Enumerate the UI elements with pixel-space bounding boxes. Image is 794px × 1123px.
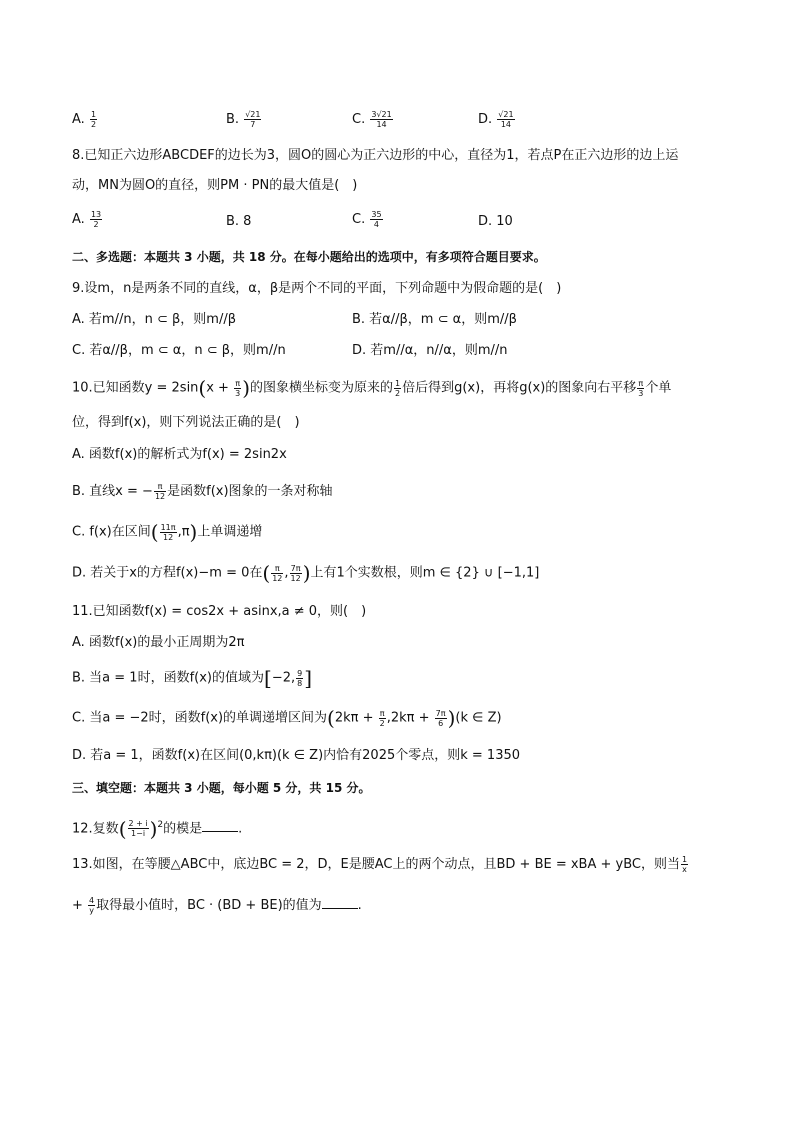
fraction: $\frac{\pi}{3}$ (235, 378, 241, 398)
fraction: $\frac{1}{x}$ (682, 855, 688, 874)
q7-option-b (226, 110, 262, 130)
q9-option-a: A. 若m//n，n ⊂ β，则m//β (72, 312, 237, 327)
q7-option-c (352, 110, 394, 130)
q11-stem: 11.已知函数f(x) = cos2x + asinx,a ≠ 0，则( ) (72, 604, 367, 619)
fraction: $\frac{13}{2}$ (90, 210, 102, 229)
q8-stem-line1: 8.已知正六边形ABCDEF的边长为3，圆O的圆心为正六边形的中心，直径为1，若点P在正六边形的边上运 (72, 148, 679, 163)
option-label: C. (352, 112, 366, 127)
q13-stem-line2: + $\frac{4}{y}$ 取得最小值时，BC · (BD + BE)的值为 . (72, 896, 362, 915)
q13-stem-line1: 13.如图，在等腰△ABC中，底边BC = 2，D，E是腰AC上的两个动点，且BD + BE = xBA + yBC，则当 $\frac{1}{x}$ (72, 855, 688, 874)
q11-option-a: A. 函数f(x)的最小正周期为2π (72, 635, 245, 650)
q8-option-c: C. $\frac{35}{4}$ (352, 210, 382, 229)
q9-stem: 9.设m，n是两条不同的直线，α，β是两个不同的平面，下列命题中为假命题的是( ) (72, 281, 562, 296)
option-label: D. (478, 112, 493, 127)
q11-option-b: B. 当a = 1时，函数f(x)的值域为[−2, $\frac{9}{8}$ ] (72, 666, 313, 690)
fraction: $\frac{3√21}{14}$ (371, 110, 392, 129)
fraction: $\frac{\pi}{12}$ (154, 482, 166, 501)
fraction: $\frac{4}{y}$ (89, 896, 95, 915)
fraction: $\frac{7\pi}{12}$ (290, 563, 301, 583)
fraction: $\frac{9}{8}$ (297, 668, 303, 688)
option-label: B. (226, 112, 240, 127)
q11-option-d: D. 若a = 1，函数f(x)在区间(0,kπ)(k ∈ Z)内恰有2025个零点，则k = 1350 (72, 748, 521, 763)
answer-blank[interactable] (322, 896, 358, 909)
fraction: $\frac{√21}{14}$ (498, 110, 514, 129)
fraction: $\frac{\pi}{2}$ (379, 708, 385, 728)
fraction: $\frac{11\pi}{12}$ (160, 522, 176, 542)
q8-option-a: A. $\frac{13}{2}$ (72, 210, 102, 229)
fraction: $\frac{2 + i}{1-i}$ (128, 819, 148, 839)
q8-option-d: D. 10 (478, 214, 513, 229)
q8-stem-line2: 动，MN为圆O的直径，则PM · PN的最大值是( ) (72, 178, 358, 193)
fraction: $\frac{√21}{7}$ (245, 110, 261, 129)
q10-option-c: C. f(x)在区间( $\frac{11\pi}{12}$ ,π)上单调递增 (72, 520, 263, 544)
q12-stem: 12.复数( $\frac{2 + i}{1-i}$ )$^2$的模是 . (72, 816, 243, 841)
fraction: $\frac{\pi}{12}$ (272, 563, 283, 583)
q10-stem-line1: 10.已知函数y = 2sin(x + $\frac{\pi}{3}$ )的图象横坐标变为原来的 $\frac{1}{2}$ 倍后得到g(x)，再将g(x)的图象向右平移 $\frac{\pi}{3}$ 个单 (72, 376, 672, 400)
fraction: $\frac{7\pi}{6}$ (435, 708, 446, 728)
answer-blank[interactable] (202, 819, 238, 832)
q7-option-d (478, 110, 516, 130)
q7-option-a (72, 110, 98, 130)
q8-option-b: B. 8 (226, 214, 252, 229)
fraction: $\frac{\pi}{3}$ (638, 378, 644, 398)
q10-stem-line2: 位，得到f(x)，则下列说法正确的是( ) (72, 415, 300, 430)
q9-option-c: C. 若α//β，m ⊂ α，n ⊂ β，则m//n (72, 343, 286, 358)
option-label: A. (72, 112, 85, 127)
section-heading-fill-in: 三、填空题：本题共 3 小题，每小题 5 分，共 15 分。 (72, 781, 371, 795)
fraction: $\frac{35}{4}$ (371, 210, 382, 229)
fraction: $\frac{1}{2}$ (90, 110, 97, 129)
q9-option-d: D. 若m//α，n//α，则m//n (352, 343, 508, 358)
section-heading-multiple-choice: 二、多选题：本题共 3 小题，共 18 分。在每小题给出的选项中，有多项符合题目要求。 (72, 250, 546, 264)
q9-option-b: B. 若α//β，m ⊂ α，则m//β (352, 312, 517, 327)
q10-option-b: B. 直线x = − $\frac{\pi}{12}$ 是函数f(x)图象的一条对称轴 (72, 482, 333, 501)
q11-option-c: C. 当a = −2时，函数f(x)的单调递增区间为(2kπ + $\frac{\pi}{2}$ ,2kπ + $\frac{7\pi}{6}$ )(k ∈ Z) (72, 706, 502, 730)
fraction: $\frac{1}{2}$ (395, 378, 401, 398)
q10-option-d: D. 若关于x的方程f(x)−m = 0在( $\frac{\pi}{12}$ , $\frac{7\pi}{12}$ )上有1个实数根，则m ∈ {2} ∪ [−1,1] (72, 561, 540, 585)
q10-option-a: A. 函数f(x)的解析式为f(x) = 2sin2x (72, 447, 287, 462)
